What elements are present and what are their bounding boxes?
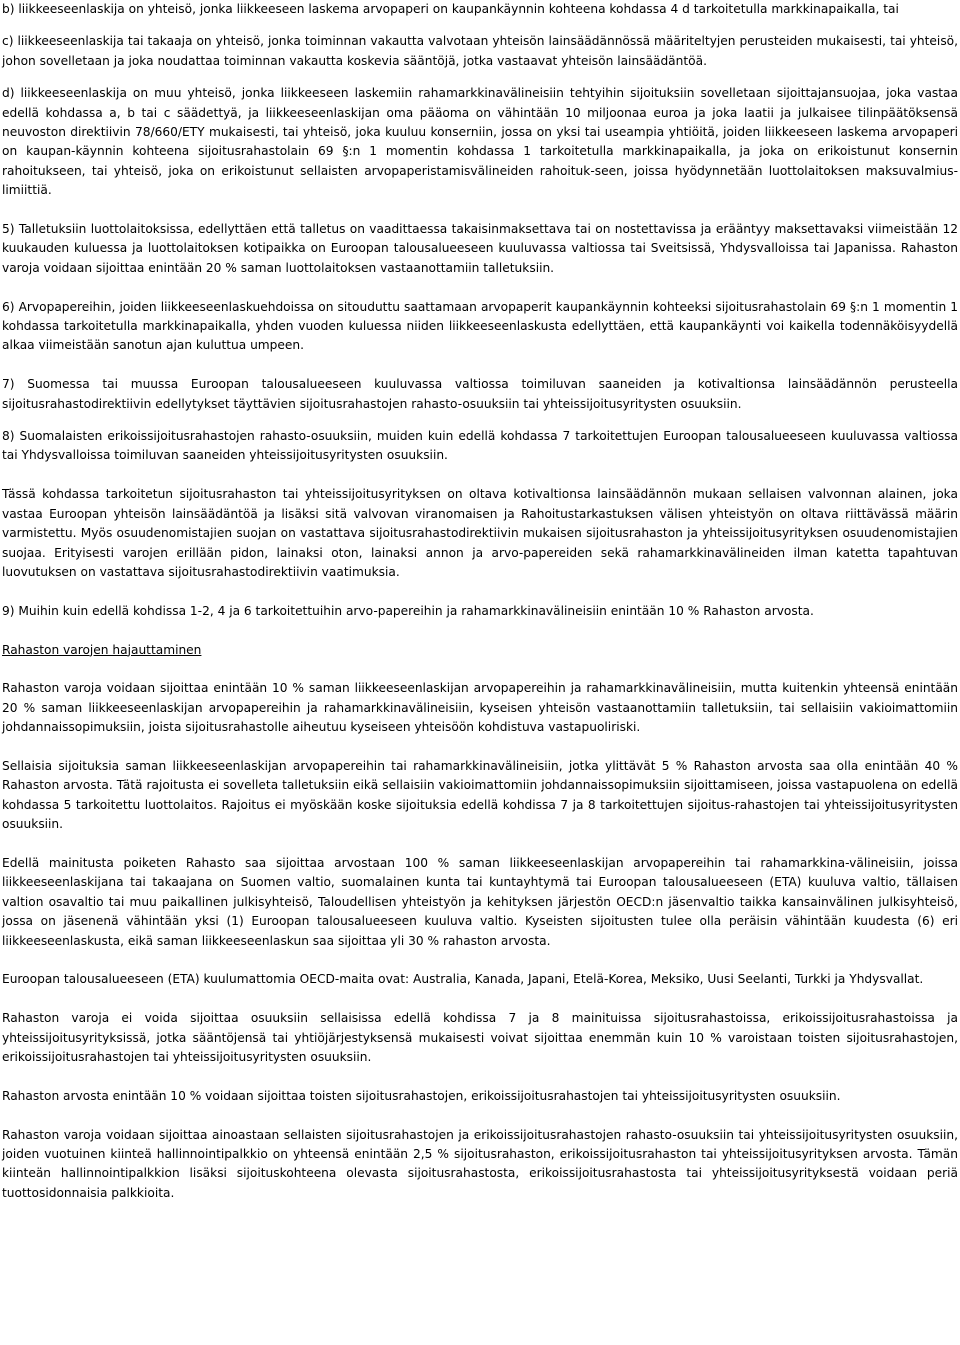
paragraph-supervision: Tässä kohdassa tarkoitetun sijoitusrahaston tai yhteissijoitusyrityksen on oltava kotivaltionsa lainsäädännön mukaan sellaisen valvonnan alainen, joka vastaa Euroopan yhteisön lainsäädäntöä ja lisäksi sitä valvovan viranomaisen ja Rahoitustarkastuksen välisen yhteistyön on oltava riittävässä määrin varmistettu. Myös osuudenomistajien suojan on vastattava sijoitusrahastodirektiivin mukaisen sijoitusrahaston ja yhteissijoitusyrityksen osuudenomistajien suojaa. Erityisesti varojen erillään pidon, lainaksi oton, lainaksi annon ja arvo-papereiden sekä rahamarkkinavälineiden ilman katetta tapahtuvan luovutuksen on vastattava sijoitusrahastodirektiivin vaatimuksia. [2,487,958,579]
paragraph-fund-of-funds: Rahaston varoja ei voida sijoittaa osuuksiin sellaisissa edellä kohdissa 7 ja 8 mainituissa sijoitusrahastoissa, erikoissijoitusrahastoissa ja yhteissijoitusyrityksissä, jotka sääntöjensä tai yhtiöjärjestyksensä mukaisesti voivat sijoittaa enemmän kuin 10 % varoistaan toisten sijoitusrahastojen, erikoissijoitusrahastojen tai yhteissijoitusyritysten osuuksiin. [2,1011,958,1064]
paragraph-oecd-countries: Euroopan talousalueeseen (ETA) kuulumattomia OECD-maita ovat: Australia, Kanada, Japani, Etelä-Korea, Meksiko, Uusi Seelanti, Turkki ja Yhdysvallat. [2,972,924,987]
paragraph-10-percent-funds: Rahaston arvosta enintään 10 % voidaan sijoittaa toisten sijoitusrahastojen, erikoissijoitusrahastojen tai yhteissijoitusyritysten osuuksiin. [2,1088,841,1103]
paragraph-8: 8) Suomalaisten erikoissijoitusrahastojen rahasto-osuuksiin, muiden kuin edellä kohdassa 7 tarkoitettujen Euroopan talousalueeseen kuuluvassa valtiossa tai Yhdysvalloissa toimiluvan saaneiden yhteissijoitusyritysten osuuksiin. [2,429,958,463]
paragraph-management-fee: Rahaston varoja voidaan sijoittaa ainoastaan sellaisten sijoitusrahastojen ja erikoissijoitusrahastojen rahasto-osuuksiin tai yhteissijoitusyritysten osuuksiin, joiden vuotuinen kiinteä hallinnointipalkkio on yhteensä enintään 2,5 % sijoitusrahaston, erikoissijoitusrahaston tai yhteissijoitusyrityksen arvosta. Tämän kiinteän hallinnointipalkkion lisäksi sijoituskohteena olevasta sijoitusrahastosta, erikoissijoitusrahastosta tai yhteissijoitusyrityksestä voidaan periä tuottosidonnaisia palkkioita. [2,1127,958,1200]
paragraph-5: 5) Talletuksiin luottolaitoksissa, edellyttäen että talletus on vaadittaessa takaisinmaksettava tai on nostettavissa ja erääntyy maksettavaksi viimeistään 12 kuukauden kuluessa ja luottolaitoksen kotipaikka on Euroopan talousalueeseen kuuluvassa valtiossa tai Sveitsissä, Yhdysvalloissa tai Japanissa. Rahaston varoja voidaan sijoittaa enintään 20 % saman luottolaitoksen vastaanottamiin talletuksiin. [2,222,958,275]
paragraph-9: 9) Muihin kuin edellä kohdissa 1-2, 4 ja 6 tarkoitettuihin arvo-papereihin ja rahamarkkinavälineisiin enintään 10 % Rahaston arvosta. [2,603,814,618]
section-heading: Rahaston varojen hajauttaminen [2,642,202,657]
paragraph-40-percent-rule: Sellaisia sijoituksia saman liikkeeseenlaskijan arvopapereihin tai rahamarkkinavälineisiin, jotka ylittävät 5 % Rahaston arvosta saa olla enintään 40 % Rahaston arvosta. Tätä rajoitusta ei sovelleta talletuksiin eikä sellaisiin vakioimattomiin johdannaissopimuksiin sijoittamiseen, joissa vastapuolena on edellä kohdassa 5 tarkoitettu luottolaitos. Rajoitus ei myöskään koske sijoituksia edellä kohdissa 7 ja 8 tarkoitettujen sijoitus-rahastojen tai yhteissijoitusyritysten osuuksiin. [2,758,958,832]
paragraph-diversification-limit: Rahaston varoja voidaan sijoittaa enintään 10 % saman liikkeeseenlaskijan arvopapereihin ja rahamarkkinavälineisiin, mutta kuitenkin yhteensä enintään 20 % saman liikkeeseenlaskijan arvopapereihin ja rahamarkkinavälineisiin, kyseisen yhteisön vastaanottamiin talletuksiin, tai sellaisiin vakioimattomiin johdannaissopimuksiin, joista sijoitusrahastolle aiheutuu kyseiseen yhteisöön kohdistuva vastapuoliriski. [2,681,958,735]
paragraph-7: 7) Suomessa tai muussa Euroopan talousalueeseen kuuluvassa valtiossa toimiluvan saaneiden ja kotivaltionsa lainsäädännön perusteella sijoitusrahastodirektiivin edellytykset täyttävien sijoitusrahastojen rahasto-osuuksiin tai yhteissijoitusyritysten osuuksiin. [2,377,958,411]
list-item-c: c) liikkeeseenlaskija tai takaaja on yhteisö, jonka toiminnan vakautta valvotaan yhteisön lainsäädännössä määriteltyjen perusteiden mukaisesti, tai yhteisö, johon sovelletaan ja joka noudattaa toiminnan vakautta koskevia sääntöjä, jotka vastaavat yhteisön lainsäädäntöä. [2,34,958,68]
paragraph-6: 6) Arvopapereihin, joiden liikkeeseenlaskuehdoissa on sitouduttu saattamaan arvopaperit kaupankäynnin kohteeksi sijoitusrahastolain 69 §:n 1 momentin 1 kohdassa tarkoitetulla markkinapaikalla, yhden vuoden kuluessa niiden liikkeeseenlaskusta edellyttäen, että kaupankäynti voi kaikella todennäköisyydellä alkaa viimeistään sanotun ajan kuluttua umpeen. [2,299,958,353]
list-item-d: d) liikkeeseenlaskija on muu yhteisö, jonka liikkeeseen laskemiin rahamarkkinavälineisiin tehtyihin sijoituksiin sovelletaan sijoittajansuojaa, joka vastaa edellä kohdassa a, b tai c säädettyä, ja liikkeeseenlaskijan oma pääoma on vähintään 10 miljoonaa euroa ja joka laatii ja julkaisee tilinpäätöksensä neuvoston direktiivin 78/660/ETY mukaisesti, tai yhteisö, joka kuuluu konserniin, jossa on yksi tai useampia yhtiöitä, joiden liikkeeseen laskema arvopaperi on kaupan-käynnin kohteena sijoitusrahastolain 69 §:n 1 momentin kohdassa 1 tarkoitetulla markkinapaikalla, ja joka on erikoistunut konsernin rahoitukseen, tai yhteisö, joka on erikoistunut sellaisten arvopaperistamisvälineiden rahoituk-seen, joissa hyödynnetään luottolaitoksen maksuvalmius-limiittiä. [2,86,958,198]
paragraph-100-percent-exception: Edellä mainitusta poiketen Rahasto saa sijoittaa arvostaan 100 % saman liikkeeseenlaskijan arvopapereihin tai rahamarkkina-välineisiin, joissa liikkeeseenlaskijana tai takaajana on Suomen valtio, suomalainen kunta tai kuntayhtymä tai Euroopan talousalueeseen (ETA) kuuluva valtio, tällaisen valtion osavaltio tai muu paikallinen julkisyhteisö, Taloudellisen yhteistyön ja kehityksen järjestön OECD:n jäsenvaltio taikka kansainvälinen julkisyhteisö, jossa on jäsenenä vähintään yksi (1) Euroopan talousalueeseen kuuluva valtio. Kyseisten sijoitusten tulee olla peräisin vähintään kuudesta (6) eri liikkeeseenlaskusta, eikä saman liikkeeseenlaskun saa sijoittaa yli 30 % rahaston arvosta. [2,855,958,948]
list-item-b: b) liikkeeseenlaskija on yhteisö, jonka liikkeeseen laskema arvopaperi on kaupankäynnin kohteena kohdassa 4 d tarkoitetulla markkinapaikalla, tai [2,2,899,16]
